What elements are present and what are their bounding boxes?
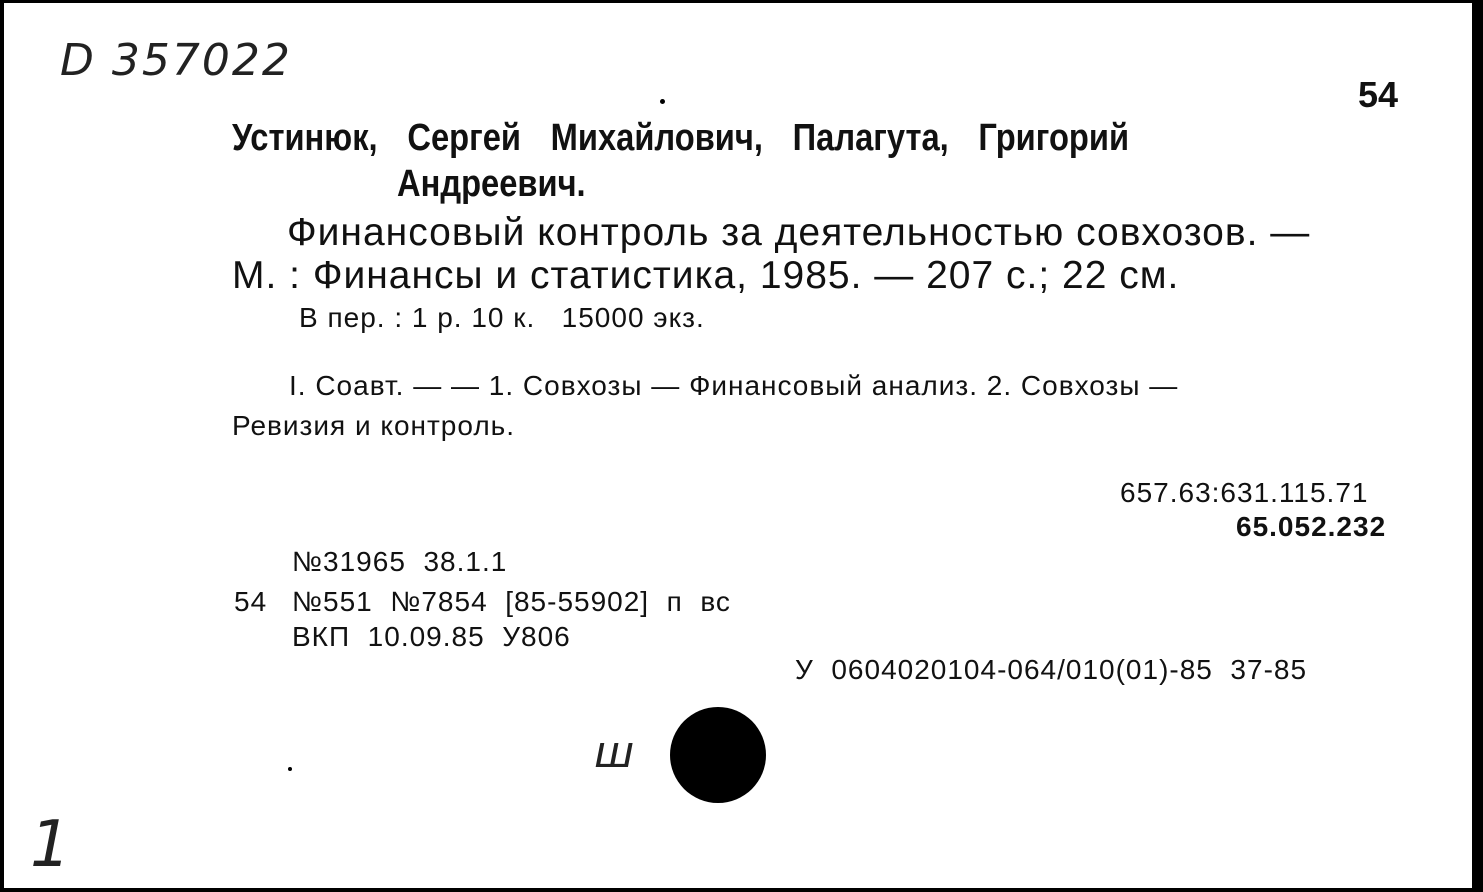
- registration-line-2: №551 №7854 [85-55902] п вс: [292, 586, 731, 617]
- author-line-1: Устинюк, Сергей Михайлович, Палагута, Григорий: [232, 117, 1130, 159]
- ink-speck: [660, 99, 665, 104]
- author-line-2: Андреевич.: [397, 163, 586, 205]
- udc-index: 657.63:631.115.71: [1120, 477, 1369, 508]
- inventory-number: D 357022: [60, 35, 292, 86]
- classification-code: У 0604020104-064/010(01)-85 37-85: [795, 654, 1308, 685]
- punch-hole: [670, 707, 766, 803]
- shelf-mark: 54: [1358, 74, 1399, 115]
- bbk-index: 65.052.232: [1236, 511, 1387, 542]
- registration-line-1: №31965 38.1.1: [292, 546, 508, 577]
- handwritten-initials: ш: [594, 727, 637, 778]
- handwritten-number: 1: [30, 808, 73, 882]
- price-line: В пер. : 1 р. 10 к. 15000 экз.: [299, 302, 705, 333]
- title-line-1: Финансовый контроль за деятельностью совхозов. —: [287, 211, 1311, 254]
- subjects-line-2: Ревизия и контроль.: [232, 410, 516, 441]
- registration-prefix: 54: [234, 586, 268, 617]
- ink-speck: [288, 767, 292, 771]
- registration-line-3: ВКП 10.09.85 У806: [292, 621, 571, 652]
- catalog-card: [4, 3, 1472, 888]
- subjects-line-1: I. Соавт. — — 1. Совхозы — Финансовый анализ. 2. Совхозы —: [289, 370, 1179, 401]
- title-line-2: М. : Финансы и статистика, 1985. — 207 с.; 22 см.: [232, 254, 1180, 297]
